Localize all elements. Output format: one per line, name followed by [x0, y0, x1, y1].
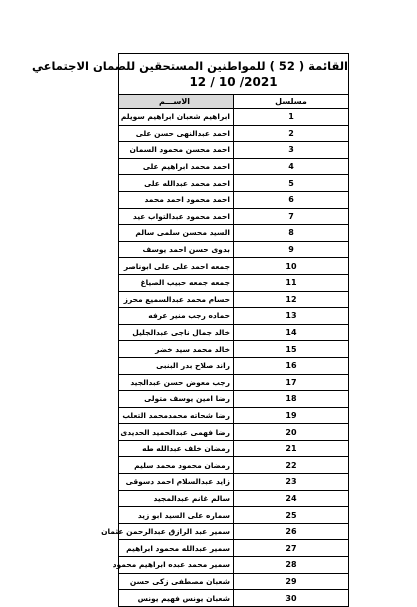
- row-serial: 22: [234, 457, 349, 474]
- row-name: خالد محمد سيد خضر: [119, 341, 234, 358]
- row-serial: 30: [234, 590, 349, 607]
- table-row: [119, 225, 349, 242]
- title-date: 2021/ 10 / 12: [189, 75, 278, 89]
- row-serial: 27: [234, 540, 349, 557]
- table-row: [119, 590, 349, 607]
- table-row: [119, 125, 349, 142]
- table-row: [119, 274, 349, 291]
- row-name: رجب معوض حسن عبدالجيد: [119, 374, 234, 391]
- row-name: رضا امين يوسف متولى: [119, 391, 234, 408]
- table-row: [119, 109, 349, 126]
- row-serial: 13: [234, 308, 349, 325]
- row-name: جمعه احمد على على ابوناصر: [119, 258, 234, 275]
- row-name: احمد محمد عبدالله على: [119, 175, 234, 192]
- header-name: الاســـم: [119, 95, 234, 109]
- row-serial: 4: [234, 158, 349, 175]
- row-serial: 12: [234, 291, 349, 308]
- row-name: رمضان خلف عبدالله طه: [119, 440, 234, 457]
- table-row: [119, 457, 349, 474]
- row-name: جمعه جمعه حبيب الصياغ: [119, 274, 234, 291]
- row-name: سمير عبد الرازق عبدالرحمن عثمان: [119, 523, 234, 540]
- row-serial: 8: [234, 225, 349, 242]
- table-row: [119, 557, 349, 574]
- table-row: [119, 540, 349, 557]
- table-row: [119, 474, 349, 491]
- table-row: [119, 407, 349, 424]
- row-name: رضا فهمى عبدالحميد الحديدى: [119, 424, 234, 441]
- table-row: [119, 291, 349, 308]
- row-serial: 1: [234, 109, 349, 126]
- row-serial: 18: [234, 391, 349, 408]
- row-name: احمد محمد ابراهيم على: [119, 158, 234, 175]
- table-row: [119, 241, 349, 258]
- row-name: احمد عبدالنهى حسن على: [119, 125, 234, 142]
- row-name: زايد عبدالسلام احمد دسوقى: [119, 474, 234, 491]
- row-serial: 20: [234, 424, 349, 441]
- title-row: [119, 54, 349, 95]
- row-name: احمد محمود احمد محمد: [119, 191, 234, 208]
- row-serial: 6: [234, 191, 349, 208]
- row-serial: 14: [234, 324, 349, 341]
- row-serial: 23: [234, 474, 349, 491]
- row-name: حماده رجب منير عرفه: [119, 308, 234, 325]
- row-serial: 3: [234, 142, 349, 159]
- table-row: [119, 490, 349, 507]
- row-serial: 11: [234, 274, 349, 291]
- table-row: [119, 191, 349, 208]
- row-serial: 28: [234, 557, 349, 574]
- table-row: [119, 142, 349, 159]
- row-name: رمضان محمود محمد سليم: [119, 457, 234, 474]
- table-row: [119, 208, 349, 225]
- row-serial: 26: [234, 523, 349, 540]
- row-name: سمير محمد عبده ابراهيم محمود: [119, 557, 234, 574]
- row-serial: 9: [234, 241, 349, 258]
- table-row: [119, 175, 349, 192]
- row-serial: 15: [234, 341, 349, 358]
- table-row: [119, 440, 349, 457]
- row-serial: 21: [234, 440, 349, 457]
- row-name: سماره على السيد ابو زيد: [119, 507, 234, 524]
- row-name: حسام محمد عبدالسميع محرز: [119, 291, 234, 308]
- table-row: [119, 391, 349, 408]
- beneficiaries-list-sheet: [31, 53, 349, 607]
- table-row: [119, 424, 349, 441]
- row-name: بدوى حسن احمد يوسف: [119, 241, 234, 258]
- row-serial: 16: [234, 357, 349, 374]
- row-serial: 19: [234, 407, 349, 424]
- row-name: شعبان مصطفى زكى حسن: [119, 573, 234, 590]
- table-row: [119, 308, 349, 325]
- row-serial: 10: [234, 258, 349, 275]
- row-name: شعبان يونس فهيم يونس: [119, 590, 234, 607]
- header-serial: مسلسل: [234, 95, 349, 109]
- row-serial: 25: [234, 507, 349, 524]
- table-row: [119, 324, 349, 341]
- row-name: راند صلاح بدر البنبى: [119, 357, 234, 374]
- row-serial: 2: [234, 125, 349, 142]
- row-name: رضا شحاته محمدمحمد التعلب: [119, 407, 234, 424]
- table-row: [119, 374, 349, 391]
- row-name: ابراهيم شعبان ابراهيم سويلم: [119, 109, 234, 126]
- table-row: [119, 507, 349, 524]
- beneficiaries-table: [31, 53, 349, 607]
- table-row: [119, 573, 349, 590]
- row-name: سمير عبدالله محمود ابراهيم: [119, 540, 234, 557]
- table-body: [101, 109, 349, 607]
- table-row: [119, 357, 349, 374]
- row-serial: 29: [234, 573, 349, 590]
- row-name: احمد محسن محمود السمان: [119, 142, 234, 159]
- table-row: [119, 341, 349, 358]
- row-name: احمد محمود عبدالتواب عيد: [119, 208, 234, 225]
- header-row: [119, 95, 349, 109]
- row-serial: 24: [234, 490, 349, 507]
- row-name: السيد محسن سلمى سالم: [119, 225, 234, 242]
- row-serial: 17: [234, 374, 349, 391]
- title-line-1: القائمة ( 52 ) للمواطنين المستحقين للضمان الاجتماعي: [31, 59, 348, 73]
- row-name: خالد جمال ناجى عبدالجليل: [119, 324, 234, 341]
- table-row: [119, 158, 349, 175]
- table-row: [119, 258, 349, 275]
- row-serial: 7: [234, 208, 349, 225]
- table-row: [119, 523, 349, 540]
- table-title: [31, 54, 349, 95]
- row-name: سالم غانم عبدالمجيد: [119, 490, 234, 507]
- row-serial: 5: [234, 175, 349, 192]
